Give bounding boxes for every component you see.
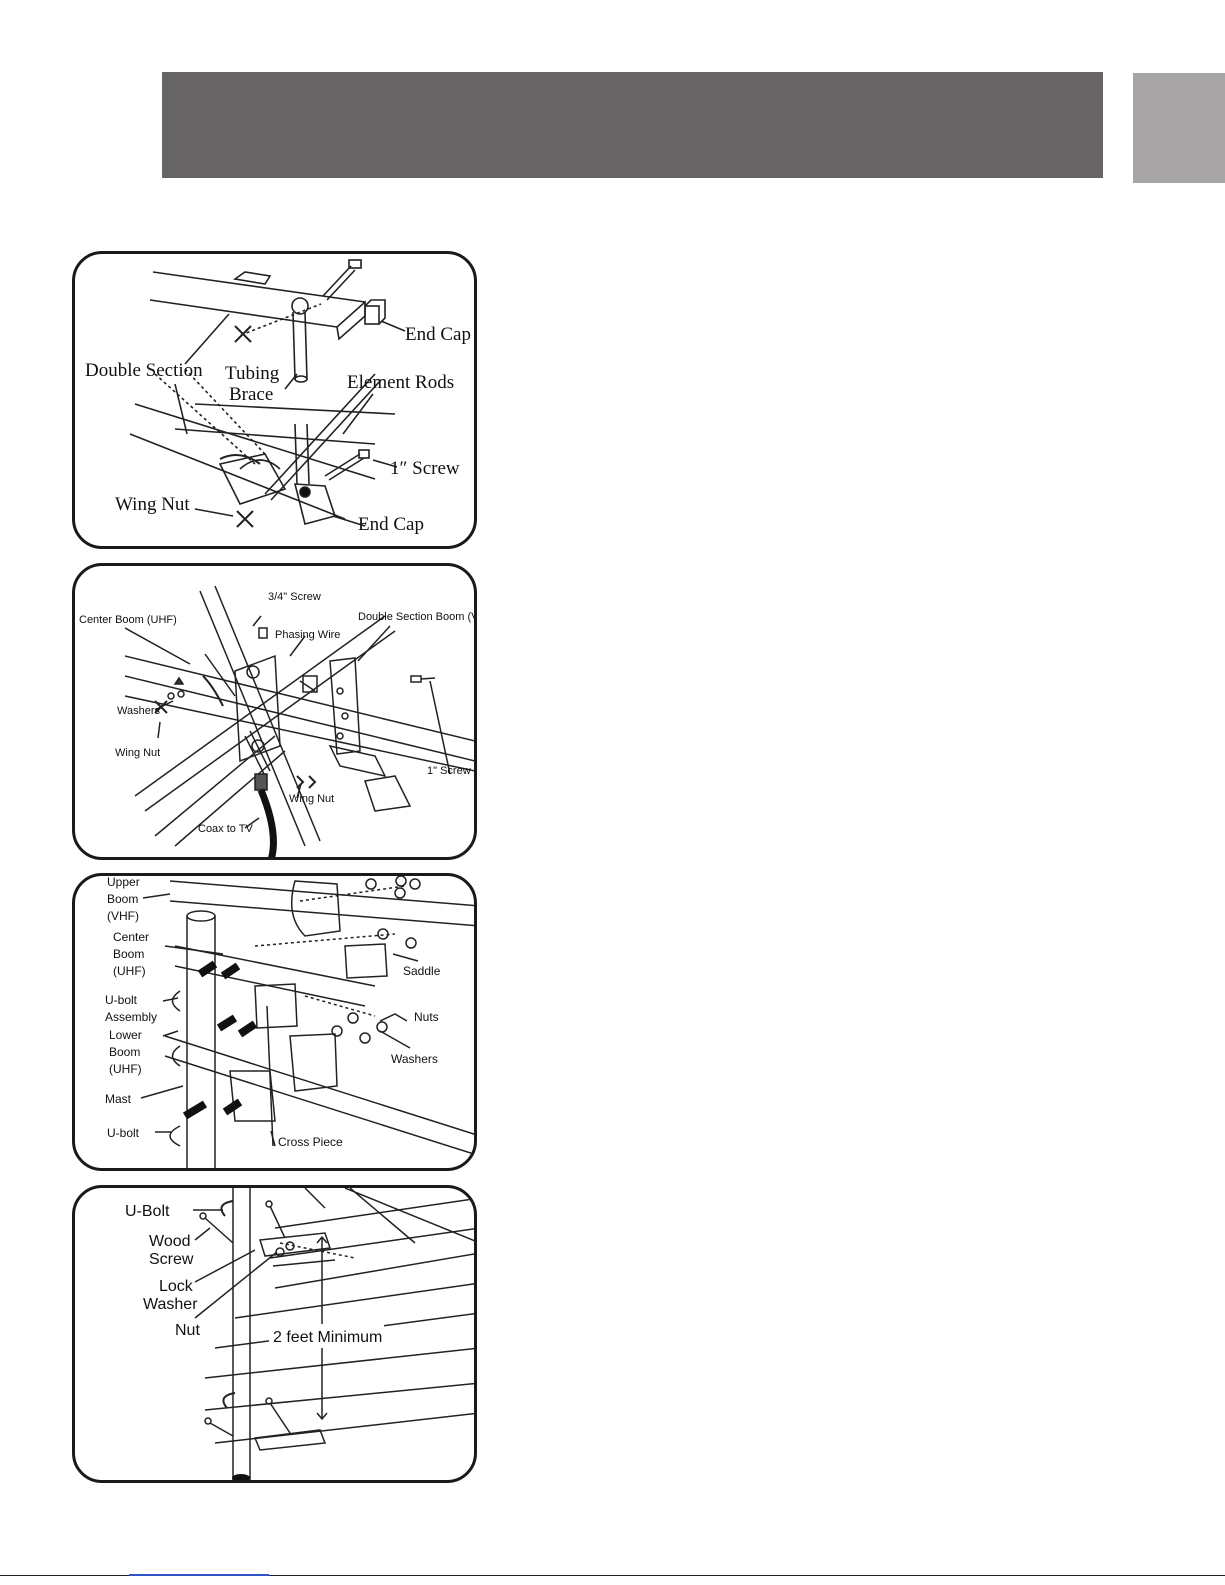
label-34-screw: 3/4" Screw bbox=[268, 591, 321, 603]
label-tubing: Tubing bbox=[225, 363, 280, 384]
label-wood-screw-2: Screw bbox=[149, 1251, 194, 1268]
label-end-cap-top: End Cap bbox=[405, 324, 471, 345]
label-upper-boom-1: Upper bbox=[107, 876, 140, 889]
label-upper-boom-2: Boom bbox=[107, 892, 139, 906]
label-2-feet-minimum: 2 feet Minimum bbox=[273, 1329, 383, 1346]
label-lower-boom-1: Lower bbox=[109, 1028, 142, 1042]
label-double-section: Double Section bbox=[85, 360, 203, 381]
label-nut: Nut bbox=[175, 1322, 200, 1339]
label-center-boom: Center Boom (UHF) bbox=[79, 614, 177, 626]
label-double-section-boom: Double Section Boom (V bbox=[358, 611, 479, 623]
label-ubolt-assembly-2: Assembly bbox=[105, 1010, 158, 1024]
label-element-rods: Element Rods bbox=[347, 372, 455, 393]
label-lock-washer-1: Lock bbox=[159, 1278, 193, 1295]
label-mast: Mast bbox=[105, 1092, 132, 1106]
label-lock-washer-2: Washer bbox=[143, 1296, 198, 1313]
label-washers: Washers bbox=[117, 705, 160, 717]
label-saddle: Saddle bbox=[403, 964, 441, 978]
illustration-mast-assembly bbox=[72, 873, 477, 1171]
end-cap-diagram bbox=[75, 254, 477, 549]
label-end-cap-bottom: End Cap bbox=[358, 514, 424, 535]
label-phasing-wire: Phasing Wire bbox=[275, 629, 341, 641]
wall-mount-diagram bbox=[75, 1188, 477, 1483]
label-wing-nut-right: Wing Nut bbox=[289, 793, 335, 805]
label-1in-screw: 1" Screw bbox=[427, 765, 471, 777]
label-washers: Washers bbox=[391, 1052, 438, 1066]
footer-link[interactable] bbox=[129, 1574, 269, 1576]
label-lower-boom-2: Boom bbox=[109, 1045, 141, 1059]
mast-assembly-diagram bbox=[75, 876, 477, 1171]
illustration-phasing-wire bbox=[72, 563, 477, 860]
label-ubolt: U-Bolt bbox=[125, 1203, 170, 1220]
label-upper-boom-3: (VHF) bbox=[107, 909, 139, 923]
label-coax-to-tv: Coax to TV bbox=[198, 823, 253, 835]
illustration-end-cap-assembly bbox=[72, 251, 477, 549]
label-nuts: Nuts bbox=[414, 1010, 439, 1024]
label-ubolt-assembly-1: U-bolt bbox=[105, 993, 138, 1007]
label-wood-screw-1: Wood bbox=[149, 1233, 191, 1250]
label-center-boom-1: Center bbox=[113, 930, 150, 944]
phasing-wire-diagram bbox=[75, 566, 477, 860]
label-ubolt: U-bolt bbox=[107, 1126, 140, 1140]
label-wing-nut-left: Wing Nut bbox=[115, 747, 161, 759]
label-center-boom-2: Boom bbox=[113, 947, 145, 961]
label-1in-screw: 1″ Screw bbox=[390, 458, 460, 479]
label-wing-nut: Wing Nut bbox=[115, 494, 190, 515]
header-bar bbox=[162, 72, 1103, 178]
side-tab bbox=[1133, 73, 1225, 183]
label-cross-piece: Cross Piece bbox=[278, 1135, 343, 1149]
label-center-boom-3: (UHF) bbox=[113, 964, 146, 978]
illustration-wall-mount bbox=[72, 1185, 477, 1483]
label-lower-boom-3: (UHF) bbox=[109, 1062, 142, 1076]
label-brace: Brace bbox=[229, 384, 274, 405]
